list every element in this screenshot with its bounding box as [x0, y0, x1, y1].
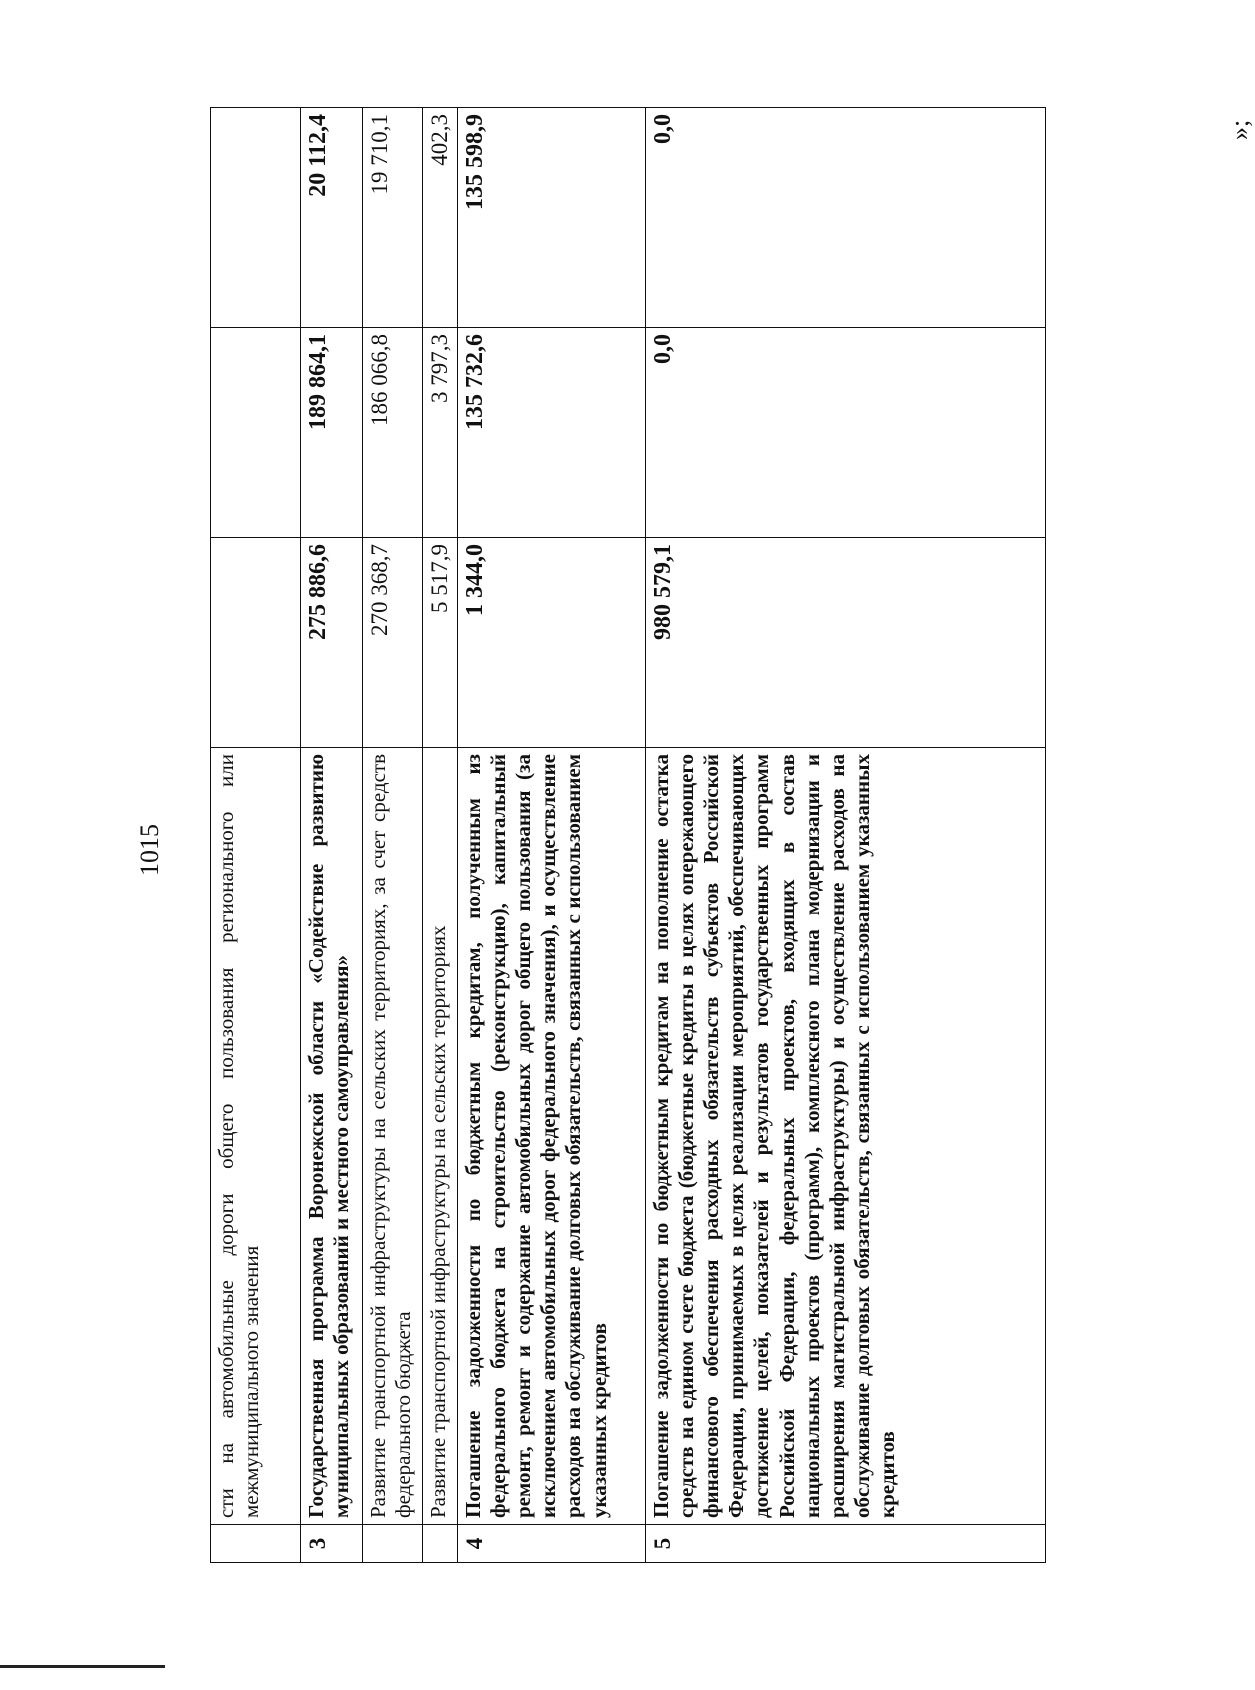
row-value-2: 3 797,3	[423, 328, 458, 538]
budget-table	[210, 107, 1046, 1563]
row-value-1: 270 368,7	[363, 538, 423, 748]
row-number: 4	[457, 1525, 645, 1563]
row-name: Государственная программа Воронежской области «Содействие развитию муниципальных образований и местного самоуправления»	[301, 748, 363, 1525]
row-value-2: 186 066,8	[363, 328, 423, 538]
row-value-2: 0,0	[645, 328, 1045, 538]
bottom-divider	[0, 1665, 165, 1668]
table-row	[457, 108, 645, 1563]
row-value-3: 402,3	[423, 108, 458, 328]
table-row	[363, 108, 423, 1563]
row-value-3: 20 112,4	[301, 108, 363, 328]
row-value-3: 19 710,1	[363, 108, 423, 328]
row-value-2	[211, 328, 301, 538]
row-name: Развитие транспортной инфраструктуры на сельских территориях, за счет средств федерального бюджета	[363, 748, 423, 1525]
row-value-3: 135 598,9	[457, 108, 645, 328]
row-name: Погашение задолженности по бюджетным кредитам на пополнение остатка средств на едином счете бюджета (бюджетные кредиты в целях опережающего финансового обеспечения расходных обязательств субъектов Российской Федерации, принимаемых в целях реализации мероприятий, обеспечивающих достижение целей, показателей и результатов государственных программ Российской Федерации, федеральных проектов, входящих в состав национальных проектов (программ), комплексного плана модернизации и расширения магистральной инфраструктуры) и осуществление расходов на обслуживание долговых обязательств, связанных с использованием указанных кредитов	[645, 748, 1045, 1525]
page-number: 1015	[135, 824, 164, 876]
row-value-2: 189 864,1	[301, 328, 363, 538]
row-value-3: 0,0	[645, 108, 1045, 328]
table-row	[211, 108, 301, 1563]
row-name: Погашение задолженности по бюджетным кредитам, полученным из федерального бюджета на строительство (реконструкцию), капитальный ремонт, ремонт и содержание автомобильных дорог общего пользования (за исключением автомобильных дорог федерального значения), и осуществление расходов на обслуживание долговых обязательств, связанных с использованием указанных кредитов	[457, 748, 645, 1525]
row-number	[211, 1525, 301, 1563]
row-number: 5	[645, 1525, 1045, 1563]
table-row	[645, 108, 1045, 1563]
row-value-2: 135 732,6	[457, 328, 645, 538]
closing-quote-mark: »;	[1225, 119, 1254, 140]
row-name: сти на автомобильные дороги общего пользования регионального или межмуниципального значения	[211, 748, 301, 1525]
row-number: 3	[301, 1525, 363, 1563]
row-value-1: 5 517,9	[423, 538, 458, 748]
table-row	[423, 108, 458, 1563]
row-value-1: 1 344,0	[457, 538, 645, 748]
row-value-3	[211, 108, 301, 328]
row-value-1: 275 886,6	[301, 538, 363, 748]
table-row	[301, 108, 363, 1563]
row-value-1: 980 579,1	[645, 538, 1045, 748]
row-number	[363, 1525, 423, 1563]
rotated-table-container	[210, 108, 1046, 1563]
row-name: Развитие транспортной инфраструктуры на сельских территориях	[423, 748, 458, 1525]
row-value-1	[211, 538, 301, 748]
row-number	[423, 1525, 458, 1563]
